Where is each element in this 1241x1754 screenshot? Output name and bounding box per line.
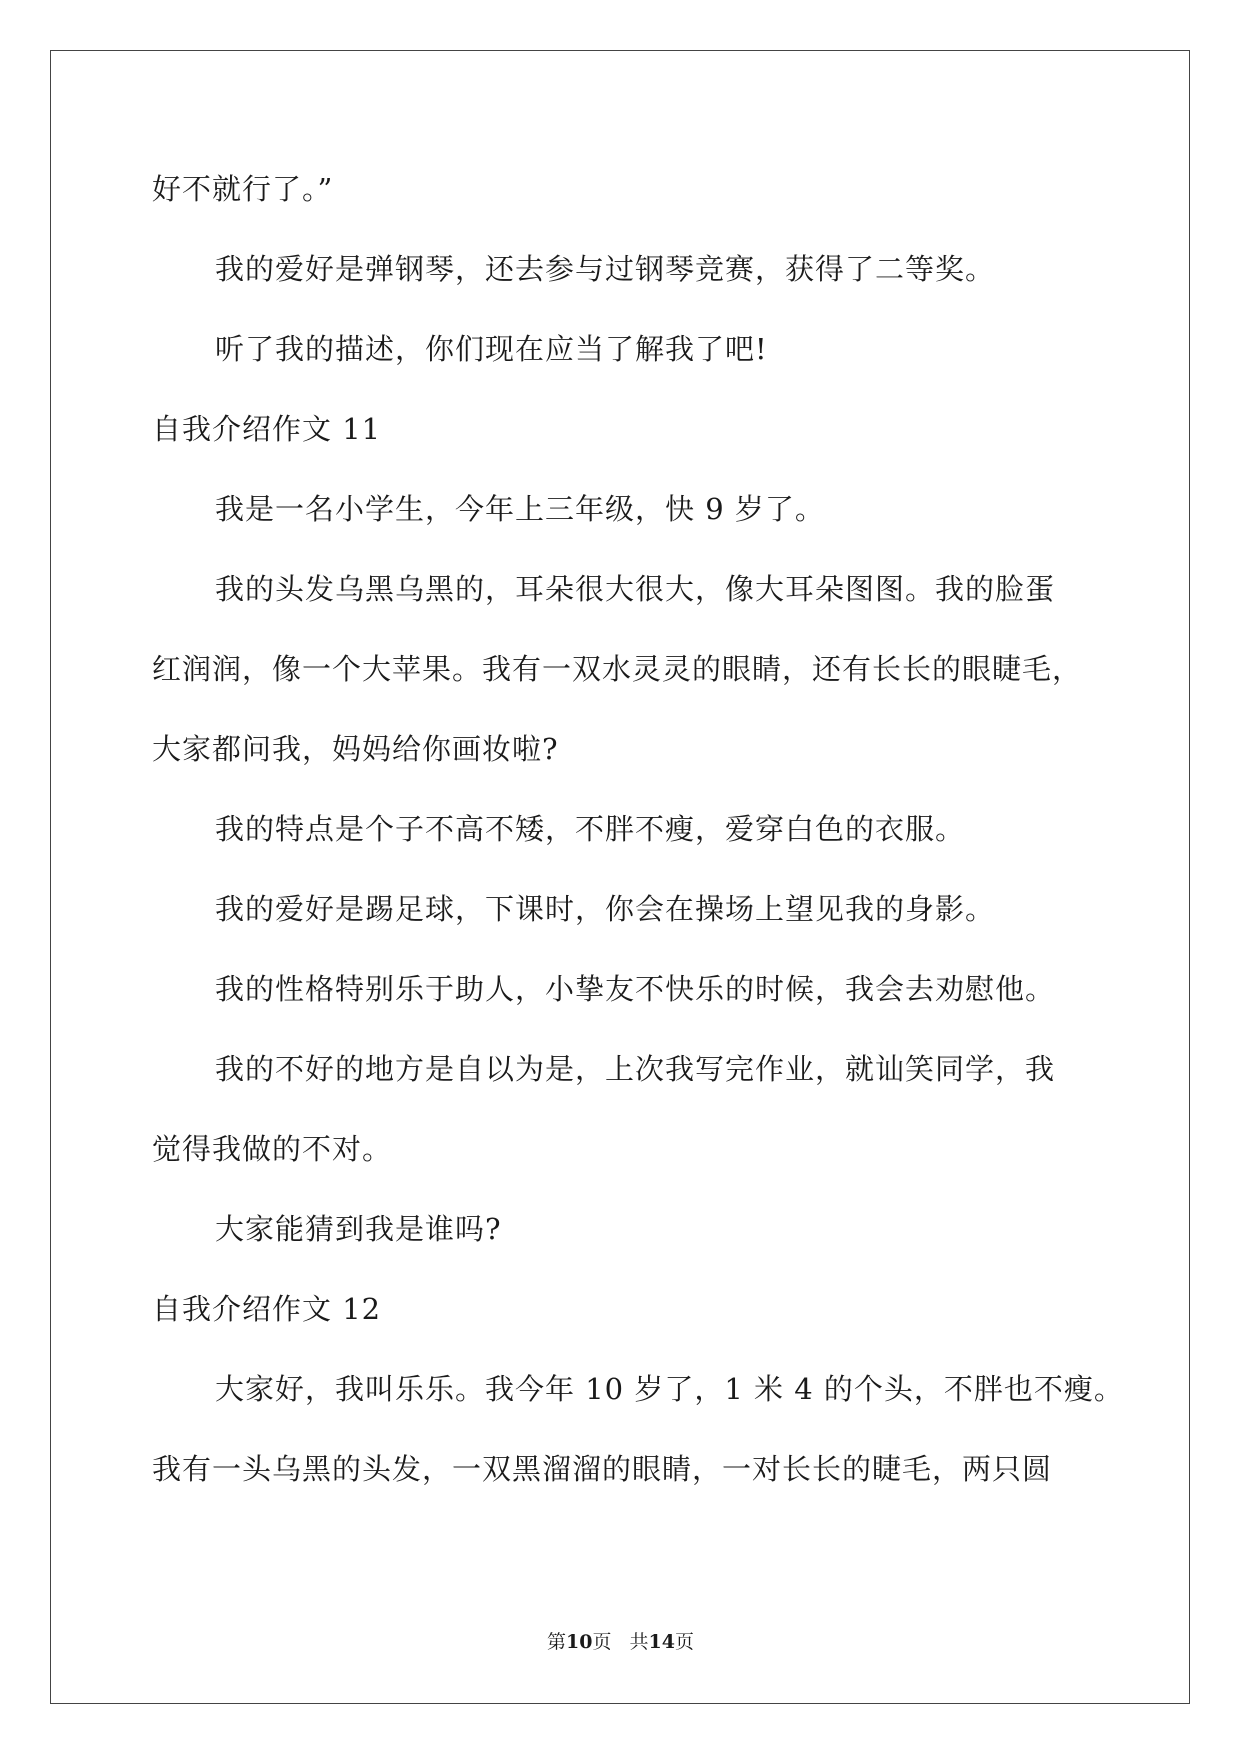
text-line: 好不就行了。” xyxy=(152,172,334,206)
text-line: 红润润，像一个大苹果。我有一双水灵灵的眼睛，还有长长的眼睫毛， xyxy=(152,652,1083,686)
current-page-number: 10 xyxy=(566,1631,593,1653)
text-line: 大家都问我，妈妈给你画妆啦? xyxy=(152,732,559,766)
footer-total-prefix: 共 xyxy=(629,1631,649,1653)
text-line: 我有一头乌黑的头发，一双黑溜溜的眼睛，一对长长的睫毛，两只圆 xyxy=(152,1452,1053,1486)
footer-page-label: 页 xyxy=(592,1631,612,1653)
text-line: 大家好，我叫乐乐。我今年 10 岁了，1 米 4 的个头，不胖也不瘦。 xyxy=(215,1372,1124,1406)
text-line: 我的不好的地方是自以为是，上次我写完作业，就讪笑同学，我 xyxy=(215,1052,1056,1086)
total-pages-number: 14 xyxy=(648,1631,675,1653)
text-line: 觉得我做的不对。 xyxy=(152,1132,393,1166)
text-line: 我的性格特别乐于助人，小挚友不快乐的时候，我会去劝慰他。 xyxy=(215,972,1056,1006)
text-line: 我的特点是个子不高不矮，不胖不瘦，爱穿白色的衣服。 xyxy=(215,812,966,846)
text-line: 我的爱好是踢足球，下课时，你会在操场上望见我的身影。 xyxy=(215,892,996,926)
footer-prefix: 第 xyxy=(547,1631,567,1653)
text-line: 听了我的描述，你们现在应当了解我了吧! xyxy=(215,332,768,366)
footer-total-label: 页 xyxy=(674,1631,694,1653)
text-line: 我是一名小学生，今年上三年级，快 9 岁了。 xyxy=(215,492,825,526)
text-line: 我的头发乌黑乌黑的，耳朵很大很大，像大耳朵图图。我的脸蛋 xyxy=(215,572,1056,606)
text-line: 我的爱好是弹钢琴，还去参与过钢琴竞赛，获得了二等奖。 xyxy=(215,252,996,286)
page-footer xyxy=(0,1630,1241,1654)
text-line: 大家能猜到我是谁吗? xyxy=(215,1212,502,1246)
section-heading: 自我介绍作文 11 xyxy=(152,412,382,446)
section-heading: 自我介绍作文 12 xyxy=(152,1292,382,1326)
